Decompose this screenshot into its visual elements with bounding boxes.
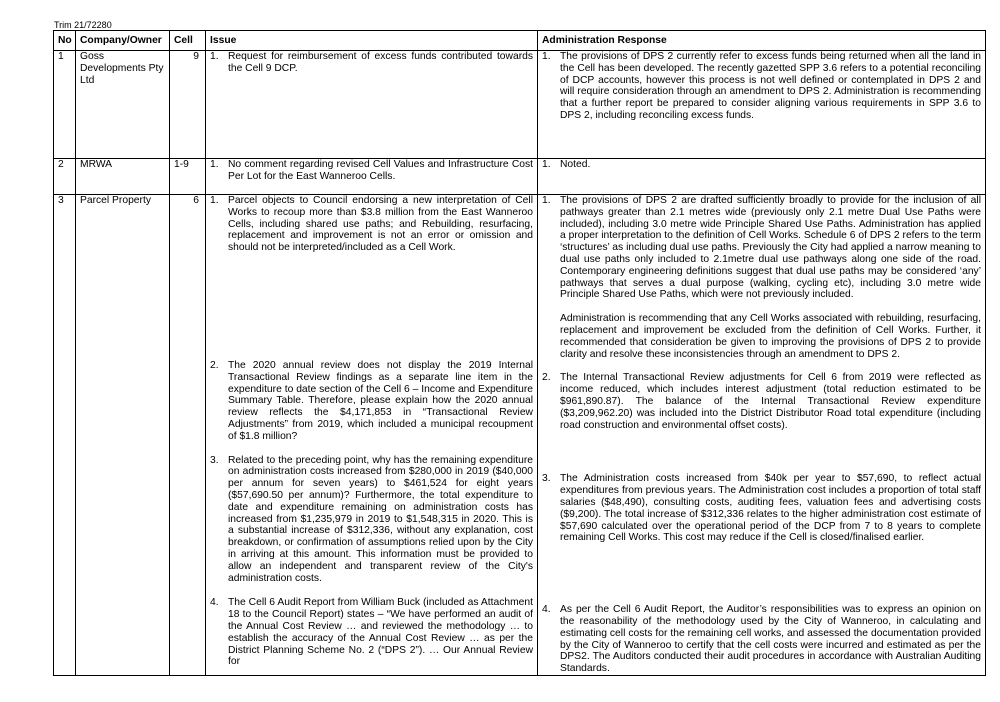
response-text: The Internal Transactional Review adjustments for Cell 6 from 2019 were reflected as income reduced, which includes interest adjustment (total reduction estimated to be $961,890.87). The balance of the Internal Transactional Review expenditure ($3,209,962.20) was included into the District Distributor Road total expenditure (including road construction and environmental offset costs). — [560, 372, 981, 431]
response-item — [542, 195, 981, 360]
response-text — [560, 195, 981, 360]
response-cell — [538, 195, 986, 676]
response-item — [542, 51, 981, 122]
submissions-table — [53, 30, 986, 676]
table-row — [54, 159, 986, 195]
response-text: As per the Cell 6 Audit Report, the Auditor’s responsibilities was to express an opinion on the reasonability of the methodology used by the City of Wanneroo, in calculating and estimating cell costs for the remaining cell works, and assessed the documentation provided by the City of Wanneroo to certify that the cell costs were incurred and estimated as per the DPS2. The Auditors conducted their audit procedures in accordance with Australian Auditing Standards. — [560, 604, 981, 675]
row-cell: 1-9 — [170, 159, 206, 195]
response-number: 2. — [542, 372, 551, 384]
row-company: Parcel Property — [76, 195, 170, 676]
issue-cell — [206, 51, 538, 159]
issue-number: 2. — [210, 359, 219, 371]
issue-text: No comment regarding revised Cell Values and Infrastructure Cost Per Lot for the East Wanneroo Cells. — [228, 159, 533, 182]
row-cell: 6 — [170, 195, 206, 676]
row-no: 1 — [54, 51, 76, 159]
issue-number: 4. — [210, 597, 219, 609]
response-number: 1. — [542, 51, 551, 62]
response-text: The provisions of DPS 2 currently refer to excess funds being returned when all the land in the Cell has been developed. The recently gazetted SPP 3.6 refers to a potential reconciling of DCP accounts, however this process is not well defined or contemplated in DPS 2 and will require consideration through an amendment to DPS 2. Administration is recommending that a further report be prepared to consider aligning various requirements in SPP 3.6 to DPS 2, including reconciling excess funds. — [560, 51, 981, 121]
header-cell: Cell — [170, 31, 206, 51]
response-item — [542, 473, 981, 544]
issue-item — [210, 597, 533, 668]
response-number: 3. — [542, 473, 551, 485]
issue-number: 1. — [210, 195, 219, 206]
issue-item — [210, 360, 533, 443]
table-row — [54, 51, 986, 159]
issue-number: 3. — [210, 454, 219, 466]
trim-reference: Trim 21/72280 — [54, 20, 112, 30]
response-number: 1. — [542, 195, 551, 206]
issue-text: Parcel objects to Council endorsing a new interpretation of Cell Works to recoup more than $3.8 million from the East Wanneroo Cells, including shared use paths; and Rebuilding, resurfacing, replacement and improvement is not an error or omission and should not be interpreted/included as a Cell Work. — [228, 195, 533, 254]
header-response: Administration Response — [538, 31, 986, 51]
issue-cell — [206, 159, 538, 195]
header-company: Company/Owner — [76, 31, 170, 51]
response-paragraph: Administration is recommending that any Cell Works associated with rebuilding, resurfacing, replacement and improvement be excluded from the definition of Cell Works. Further, it recommended that consideration be given to improving the provisions of DPS 2 to provide clarity and resolve these inconsistencies through an amendment to DPS 2. — [560, 313, 981, 360]
issue-cell — [206, 195, 538, 676]
response-number: 1. — [542, 159, 551, 170]
response-cell — [538, 159, 986, 195]
issue-text: Request for reimbursement of excess funds contributed towards the Cell 9 DCP. — [228, 51, 533, 74]
response-text: Noted. — [560, 159, 591, 170]
row-no: 2 — [54, 159, 76, 195]
issue-item — [210, 455, 533, 585]
issue-item — [210, 159, 533, 183]
header-no: No — [54, 31, 76, 51]
issue-number: 1. — [210, 159, 219, 170]
response-number: 4. — [542, 604, 551, 616]
row-cell: 9 — [170, 51, 206, 159]
table-header-row — [54, 31, 986, 51]
response-text: The Administration costs increased from $40k per year to $57,690, to reflect actual expenditures from previous years. The Administration cost includes a proportion of total staff salaries ($48,490), consulting costs, auditing fees, valuation fees and advertising costs ($9,200). The total increase of $312,336 relates to the higher administration cost estimate of $57,690 calculated over the operational period of the DCP from 7 to 8 years to complete remaining Cell Works. This cost may reduce if the Cell is closed/finalised earlier. — [560, 473, 981, 544]
issue-text: The 2020 annual review does not display the 2019 Internal Transactional Review findings as a separate line item in the expenditure to date section of the Cell 6 – Income and Expenditure Summary Table. Therefore, please explain how the 2020 annual review reflects the $4,171,853 in “Transactional Review Adjustments” from 2019, which included a municipal recoupment of $1.8 million? — [228, 359, 533, 442]
response-cell — [538, 51, 986, 159]
response-item — [542, 372, 981, 431]
header-issue: Issue — [206, 31, 538, 51]
row-no: 3 — [54, 195, 76, 676]
response-item — [542, 604, 981, 675]
issue-number: 1. — [210, 51, 219, 62]
row-company: MRWA — [76, 159, 170, 195]
issue-text: The Cell 6 Audit Report from William Buck (included as Attachment 18 to the Council Report) states – “We have performed an audit of the Annual Cost Review … and reviewed the methodology … to establish the accuracy of the Annual Cost Review … as per the District Planning Scheme No. 2 (“DPS 2”). … Our Annual Review for — [228, 597, 533, 668]
response-item — [542, 159, 981, 171]
issue-item — [210, 195, 533, 254]
issue-item — [210, 51, 533, 75]
table-row — [54, 195, 986, 676]
row-company: Goss Developments Pty Ltd — [76, 51, 170, 159]
issue-text: Related to the preceding point, why has the remaining expenditure on administration costs increased from $280,000 in 2019 ($40,000 per annum for seven years) to $461,524 for eight years ($57,690.50 per annum)? Furthermore, the total expenditure to date and expenditure remaining on administration costs has increased from $1,235,979 in 2019 to $1,548,315 in 2020. This is a substantial increase of $312,336, without any explanation, cost breakdown, or confirmation of assumptions relied upon by the City in arriving at this amount. This information must be provided to allow an independent and transparent review of the City's administration costs. — [228, 454, 533, 584]
response-paragraph: The provisions of DPS 2 are drafted sufficiently broadly to provide for the inclusion of all pathways greater than 2.1 metres wide (previously only 2.1 metre Dual Use Paths were included), including 3.0 metre wide Principle Shared Use Paths. Administration has applied a proper interpretation to the definition of Cell Works. Schedule 6 of DPS 2 refers to the term ‘structures’ as including dual use paths. Previously the City had applied a narrow meaning to dual use paths only included to 2.1metre dual use pathways along one side of the road. Contemporary engineering definitions suggest that dual use paths may be considered ‘any’ pathways that serves a dual purpose (walking, cycling etc), including 3.0 metre wide Principle Shared Use Paths, which were not previously included. — [560, 195, 981, 301]
